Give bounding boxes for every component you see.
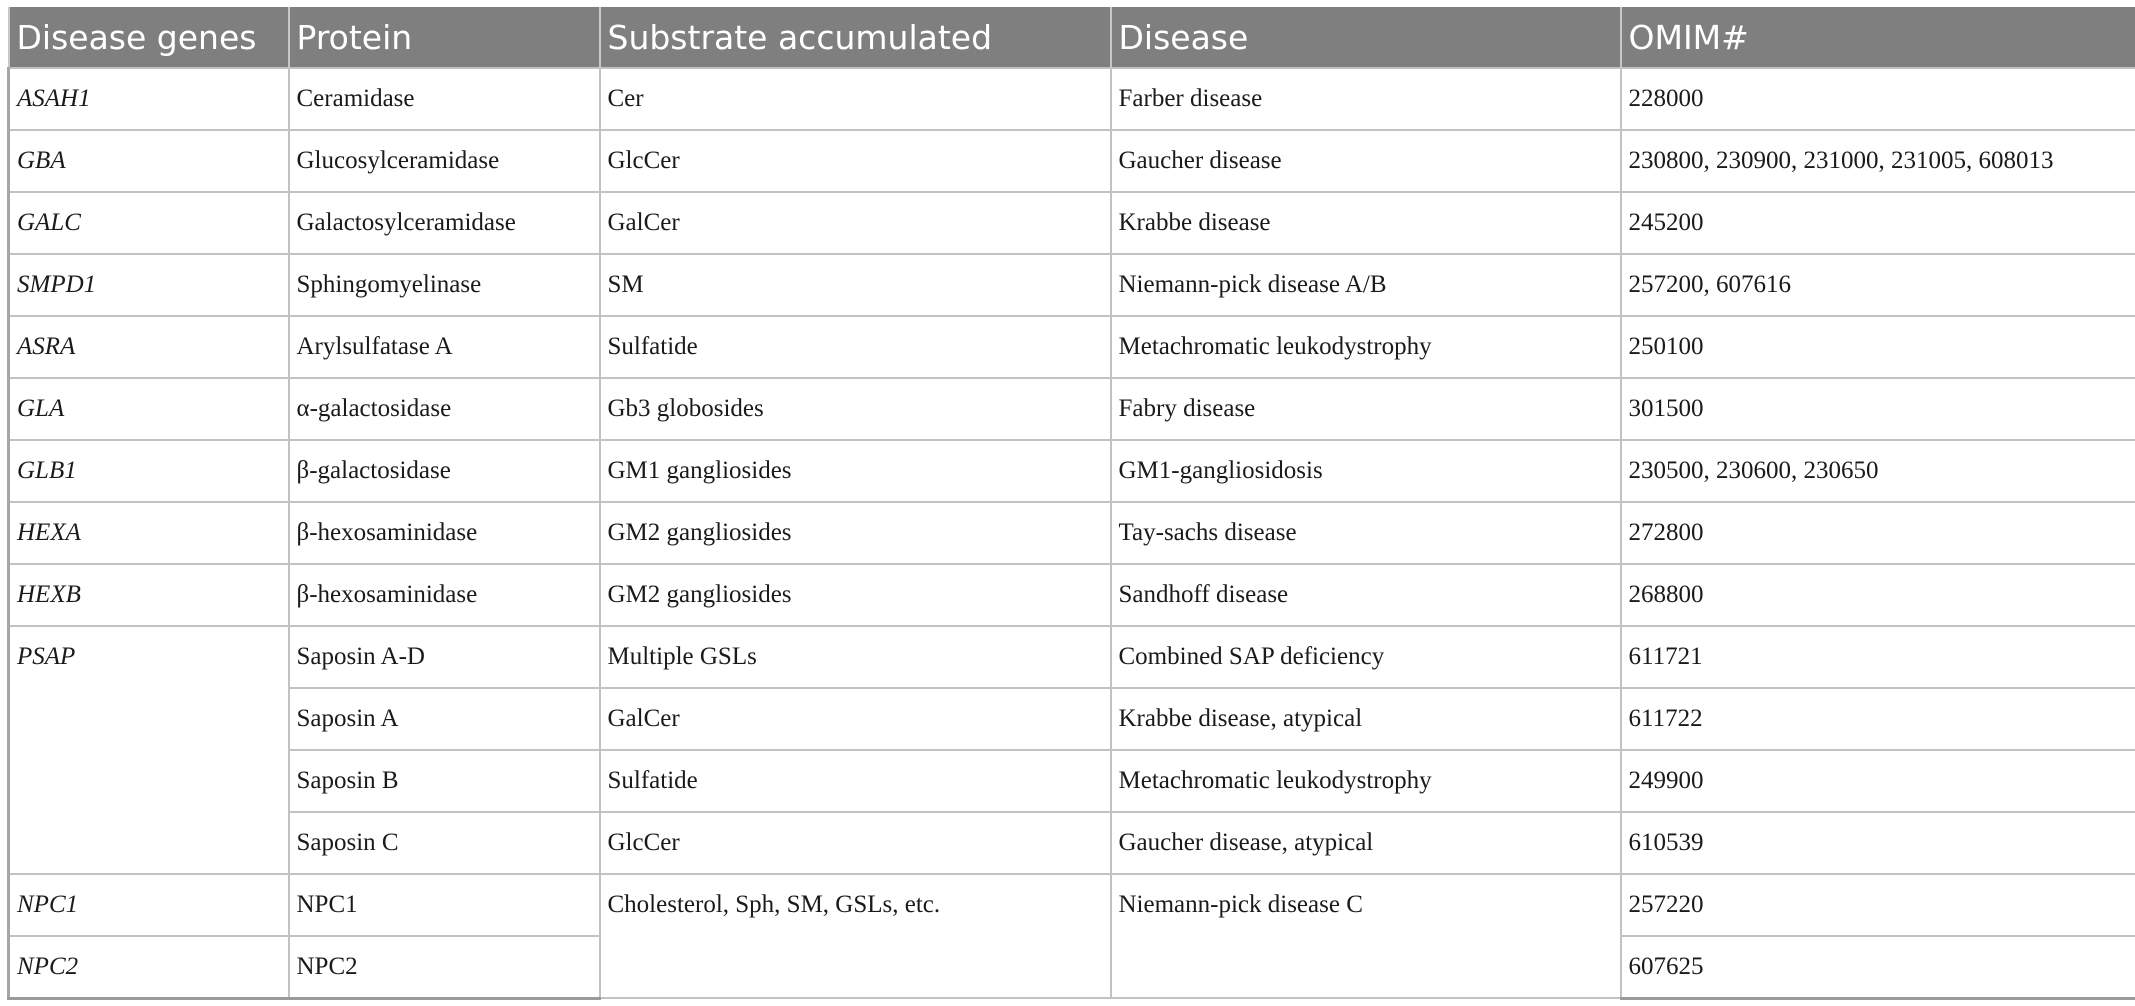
substrate-cell: GlcCer	[600, 812, 1111, 874]
omim-cell: 611721	[1621, 626, 2135, 688]
disease-cell: Krabbe disease	[1111, 192, 1621, 254]
substrate-cell: SM	[600, 254, 1111, 316]
disease-cell: Farber disease	[1111, 68, 1621, 130]
protein-cell: β-hexosaminidase	[289, 502, 600, 564]
disease-cell: Metachromatic leukodystrophy	[1111, 750, 1621, 812]
header-row	[9, 7, 2135, 68]
header-disease-genes: Disease genes	[9, 7, 289, 68]
substrate-cell: GlcCer	[600, 130, 1111, 192]
substrate-cell: GM2 gangliosides	[600, 564, 1111, 626]
omim-cell: 268800	[1621, 564, 2135, 626]
omim-cell: 301500	[1621, 378, 2135, 440]
omim-cell: 610539	[1621, 812, 2135, 874]
substrate-cell: GM1 gangliosides	[600, 440, 1111, 502]
header-substrate-accumulated: Substrate accumulated	[600, 7, 1111, 68]
disease-cell: Gaucher disease	[1111, 130, 1621, 192]
disease-cell: Combined SAP deficiency	[1111, 626, 1621, 688]
substrate-cell: Sulfatide	[600, 750, 1111, 812]
substrate-cell: GalCer	[600, 192, 1111, 254]
omim-cell: 230800, 230900, 231000, 231005, 608013	[1621, 130, 2135, 192]
disease-cell: Krabbe disease, atypical	[1111, 688, 1621, 750]
substrate-cell: Multiple GSLs	[600, 626, 1111, 688]
table-row	[9, 874, 2135, 936]
omim-cell: 257200, 607616	[1621, 254, 2135, 316]
disease-cell: Niemann-pick disease A/B	[1111, 254, 1621, 316]
protein-cell: α-galactosidase	[289, 378, 600, 440]
gene-cell: NPC1	[9, 874, 289, 936]
protein-cell: NPC1	[289, 874, 600, 936]
disease-cell: Fabry disease	[1111, 378, 1621, 440]
gene-cell: HEXB	[9, 564, 289, 626]
omim-cell: 245200	[1621, 192, 2135, 254]
protein-cell: Saposin A-D	[289, 626, 600, 688]
substrate-cell: Cer	[600, 68, 1111, 130]
omim-cell: 249900	[1621, 750, 2135, 812]
omim-cell: 257220	[1621, 874, 2135, 936]
gene-cell: NPC2	[9, 936, 289, 998]
gene-cell: GALC	[9, 192, 289, 254]
disease-cell: Niemann-pick disease C	[1111, 874, 1621, 998]
protein-cell: Saposin B	[289, 750, 600, 812]
protein-cell: Ceramidase	[289, 68, 600, 130]
table-row	[9, 688, 2135, 750]
table-row	[9, 316, 2135, 378]
disease-cell: Sandhoff disease	[1111, 564, 1621, 626]
gene-cell: GBA	[9, 130, 289, 192]
gene-cell: GLB1	[9, 440, 289, 502]
substrate-cell: Gb3 globosides	[600, 378, 1111, 440]
omim-cell: 250100	[1621, 316, 2135, 378]
gene-cell: ASAH1	[9, 68, 289, 130]
table-row	[9, 254, 2135, 316]
table-row	[9, 440, 2135, 502]
disease-cell: Gaucher disease, atypical	[1111, 812, 1621, 874]
disease-cell: GM1-gangliosidosis	[1111, 440, 1621, 502]
protein-cell: β-hexosaminidase	[289, 564, 600, 626]
gene-cell: SMPD1	[9, 254, 289, 316]
table-row	[9, 812, 2135, 874]
omim-cell: 230500, 230600, 230650	[1621, 440, 2135, 502]
protein-cell: Arylsulfatase A	[289, 316, 600, 378]
omim-cell: 272800	[1621, 502, 2135, 564]
table-row	[9, 130, 2135, 192]
omim-cell: 607625	[1621, 936, 2135, 998]
table-row	[9, 68, 2135, 130]
substrate-cell: GM2 gangliosides	[600, 502, 1111, 564]
table-row	[9, 564, 2135, 626]
table-row	[9, 502, 2135, 564]
protein-cell: Saposin C	[289, 812, 600, 874]
header-protein: Protein	[289, 7, 600, 68]
table-row	[9, 192, 2135, 254]
substrate-cell: Cholesterol, Sph, SM, GSLs, etc.	[600, 874, 1111, 998]
protein-cell: Glucosylceramidase	[289, 130, 600, 192]
gene-cell: GLA	[9, 378, 289, 440]
protein-cell: Galactosylceramidase	[289, 192, 600, 254]
protein-cell: Saposin A	[289, 688, 600, 750]
table-row	[9, 378, 2135, 440]
table-row	[9, 626, 2135, 688]
disease-cell: Metachromatic leukodystrophy	[1111, 316, 1621, 378]
omim-cell: 611722	[1621, 688, 2135, 750]
header-disease: Disease	[1111, 7, 1621, 68]
substrate-cell: GalCer	[600, 688, 1111, 750]
omim-cell: 228000	[1621, 68, 2135, 130]
header-omim: OMIM#	[1621, 7, 2135, 68]
protein-cell: β-galactosidase	[289, 440, 600, 502]
protein-cell: NPC2	[289, 936, 600, 998]
gene-cell: ASRA	[9, 316, 289, 378]
disease-cell: Tay-sachs disease	[1111, 502, 1621, 564]
protein-cell: Sphingomyelinase	[289, 254, 600, 316]
lysosomal-storage-disease-table	[7, 7, 2135, 1000]
table-row	[9, 750, 2135, 812]
gene-cell: HEXA	[9, 502, 289, 564]
gene-cell: PSAP	[9, 626, 289, 874]
substrate-cell: Sulfatide	[600, 316, 1111, 378]
